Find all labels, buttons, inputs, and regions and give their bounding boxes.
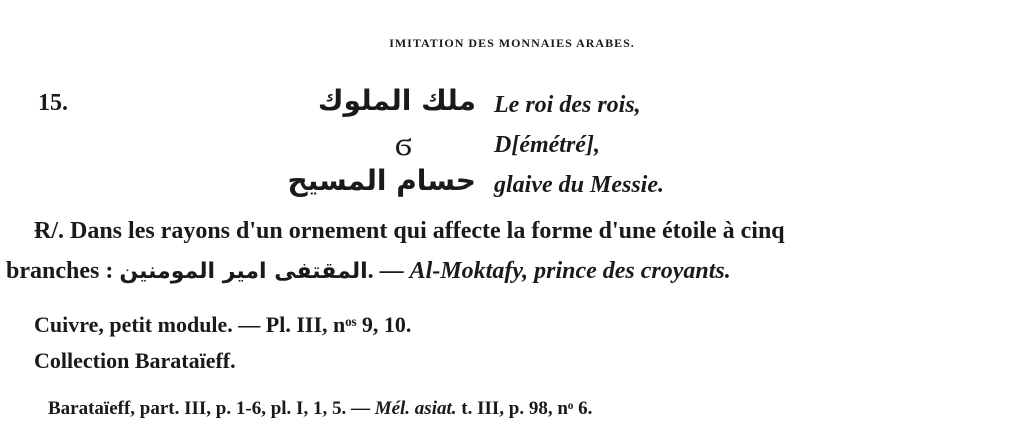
entry-number: 15. [38, 90, 68, 116]
obverse-translation-line-1: Le roi des rois, [494, 92, 641, 118]
obverse-arabic-line-3: حسام المسيح [287, 164, 476, 197]
reverse-dash: . — [367, 258, 410, 284]
reverse-arabic-legend: المقتفى امير المومنين [119, 259, 368, 284]
reverse-translation: Al-Moktafy, prince des croyants. [409, 258, 731, 284]
collection-name: Collection Barataïeff. [34, 348, 236, 373]
running-head: IMITATION DES MONNAIES ARABES. [389, 36, 635, 50]
reverse-prefix: branches : [6, 258, 114, 284]
obverse-symbol-line-2: ϭ [394, 124, 412, 164]
bibliographic-reference [48, 398, 592, 420]
reference-part-1: Barataïeff, part. III, p. 1-6, pl. I, 1, 5. — [48, 398, 375, 419]
obverse-translation-line-2: D[émétré], [494, 132, 600, 158]
reference-journal: Mél. asiat. [374, 398, 457, 419]
obverse-translation-line-3: glaive du Messie. [494, 172, 664, 198]
reference-part-2: t. III, p. 98, nᵒ 6. [456, 398, 593, 419]
reverse-description-line-1: Ɍ/. Dans les rayons d'un ornement qui affecte la forme d'une étoile à cinq [34, 218, 785, 244]
coin-description: Cuivre, petit module. — Pl. III, nᵒˢ 9, 10. [34, 312, 412, 337]
obverse-arabic-line-1: ملك الملوك [317, 84, 476, 117]
reverse-description-line-2 [6, 258, 731, 285]
